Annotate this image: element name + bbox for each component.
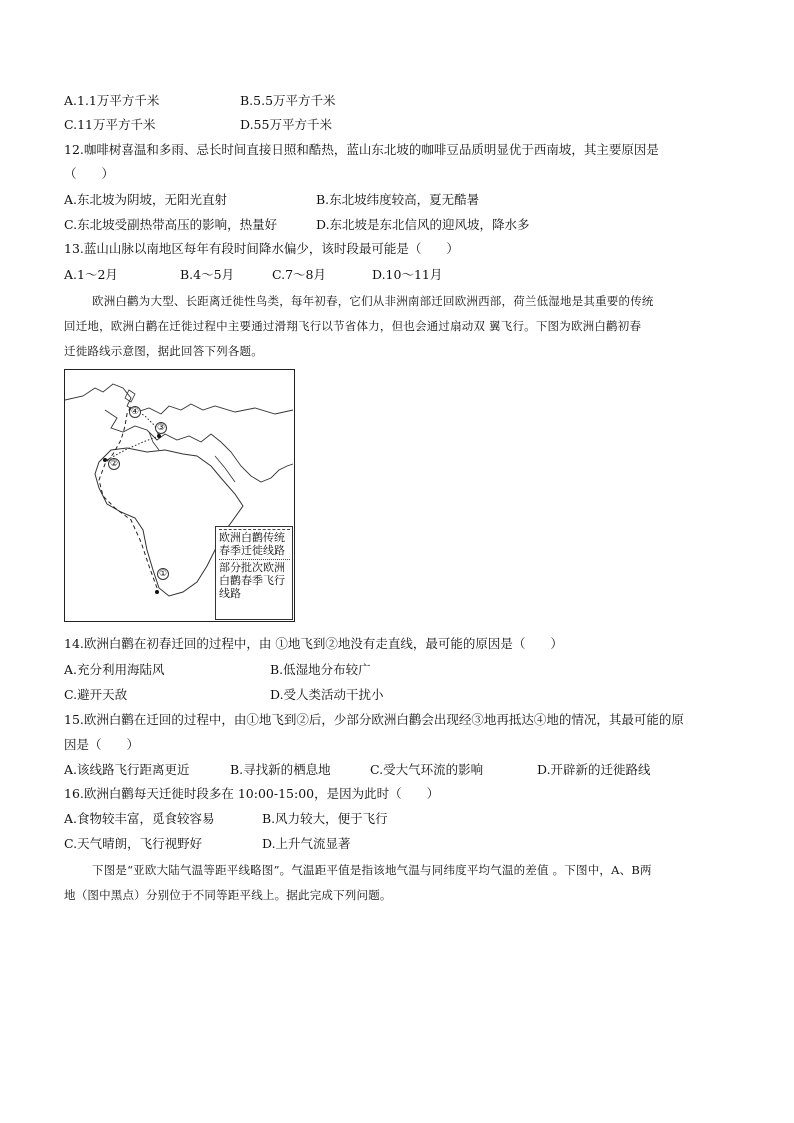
passage-line: 回迁地，欧洲白鹳在迁徙过程中主要通过滑翔飞行以节省体力，但也会通过扇动双 翼飞行。下图为欧洲白鹳初春 <box>64 319 642 333</box>
option-b: B.5.5万平方千米 <box>240 93 336 108</box>
legend-dotted-symbol <box>219 559 290 560</box>
q16-option-d: D.上升气流显著 <box>262 836 351 851</box>
question-13-stem: 13.蓝山山脉以南地区每年有段时间降水偏少，该时段最可能是（ ） <box>64 241 459 256</box>
traditional-route-line <box>99 406 157 588</box>
passage-line: 欧洲白鹳为大型、长距离迁徙性鸟类，每年初春，它们从非洲南部迁回欧洲西部，荷兰低湿地是其重要的传统 <box>92 294 654 308</box>
legend-partial-route-label-1: 部分批次欧洲 <box>219 561 285 574</box>
q15-option-c: C.受大气环流的影响 <box>370 762 484 777</box>
q14-option-d: D.受人类活动干扰小 <box>270 687 384 702</box>
arabia-coast <box>211 434 293 482</box>
q13-option-a: A.1～2月 <box>64 267 118 282</box>
stork-migration-map <box>64 369 295 622</box>
marker-3: ③ <box>156 423 166 433</box>
q12-option-d: D.东北坡是东北信风的迎风坡，降水多 <box>316 217 530 232</box>
point-2 <box>103 458 107 462</box>
q12-option-c: C.东北坡受副热带高压的影响，热量好 <box>64 217 278 232</box>
option-d: D.55万平方千米 <box>240 117 332 132</box>
europe-coast <box>65 384 293 414</box>
q15-option-b: B.寻找新的栖息地 <box>230 762 331 777</box>
passage-line: 下图是“亚欧大陆气温等距平线略图”。气温距平值是指该地气温与同纬度平均气温的差值 。下图中，A、B两 <box>92 863 652 877</box>
q16-option-b: B.风力较大，便于飞行 <box>262 811 388 826</box>
legend-dashed-symbol <box>219 529 290 530</box>
legend-traditional-route-label-2: 春季迁徙线路 <box>219 544 285 557</box>
point-3 <box>157 434 161 438</box>
question-14-stem: 14.欧洲白鹳在初春迁回的过程中，由 ①地飞到②地没有走直线，最可能的原因是（ ） <box>64 636 563 651</box>
question-16-stem: 16.欧洲白鹳每天迁徙时段多在 10:00-15:00，是因为此时（ ） <box>64 786 440 801</box>
question-15-stem-cont: 因是（ ） <box>64 737 140 752</box>
red-sea <box>215 456 235 482</box>
point-1 <box>155 590 159 594</box>
q13-option-d: D.10～11月 <box>372 267 443 282</box>
q16-option-a: A.食物较丰富，觅食较容易 <box>64 811 215 826</box>
option-a: A.1.1万平方千米 <box>64 93 160 108</box>
q15-option-a: A.该线路飞行距离更近 <box>64 762 190 777</box>
marker-2: ② <box>109 459 119 469</box>
legend-traditional-route-label-1: 欧洲白鹳传统 <box>219 531 285 544</box>
legend-partial-route-label-3: 线路 <box>219 587 241 600</box>
q13-option-c: C.7～8月 <box>272 267 326 282</box>
question-12-stem: 12.咖啡树喜温和多雨、忌长时间直接日照和酷热，蓝山东北坡的咖啡豆品质明显优于西南坡，其主要原因是 <box>64 142 659 157</box>
q14-option-c: C.避开天敌 <box>64 687 128 702</box>
question-15-stem: 15.欧洲白鹳在迁回的过程中，由①地飞到②后，少部分欧洲白鹳会出现经③地再抵达④地的情况，其最可能的原 <box>64 712 684 727</box>
q15-option-d: D.开辟新的迁徙路线 <box>537 762 651 777</box>
passage-line: 地（图中黑点）分别位于不同等距平线上。据此完成下列问题。 <box>64 888 392 902</box>
q12-option-b: B.东北坡纬度较高，夏无酷暑 <box>316 192 480 207</box>
q12-option-a: A.东北坡为阴坡，无阳光直射 <box>64 192 228 207</box>
marker-1: ① <box>158 569 168 579</box>
marker-4: ④ <box>130 407 140 417</box>
question-12-blank: （ ） <box>64 166 115 181</box>
q14-option-b: B.低湿地分布较广 <box>270 662 371 677</box>
option-c: C.11万平方千米 <box>64 117 156 132</box>
map-legend <box>215 526 293 620</box>
passage-line: 迁徙路线示意图，据此回答下列各题。 <box>64 344 263 358</box>
q16-option-c: C.天气晴朗，飞行视野好 <box>64 836 203 851</box>
legend-partial-route-label-2: 白鹳春季飞行 <box>219 574 285 587</box>
q13-option-b: B.4～5月 <box>180 267 235 282</box>
q14-option-a: A.充分利用海陆风 <box>64 662 165 677</box>
